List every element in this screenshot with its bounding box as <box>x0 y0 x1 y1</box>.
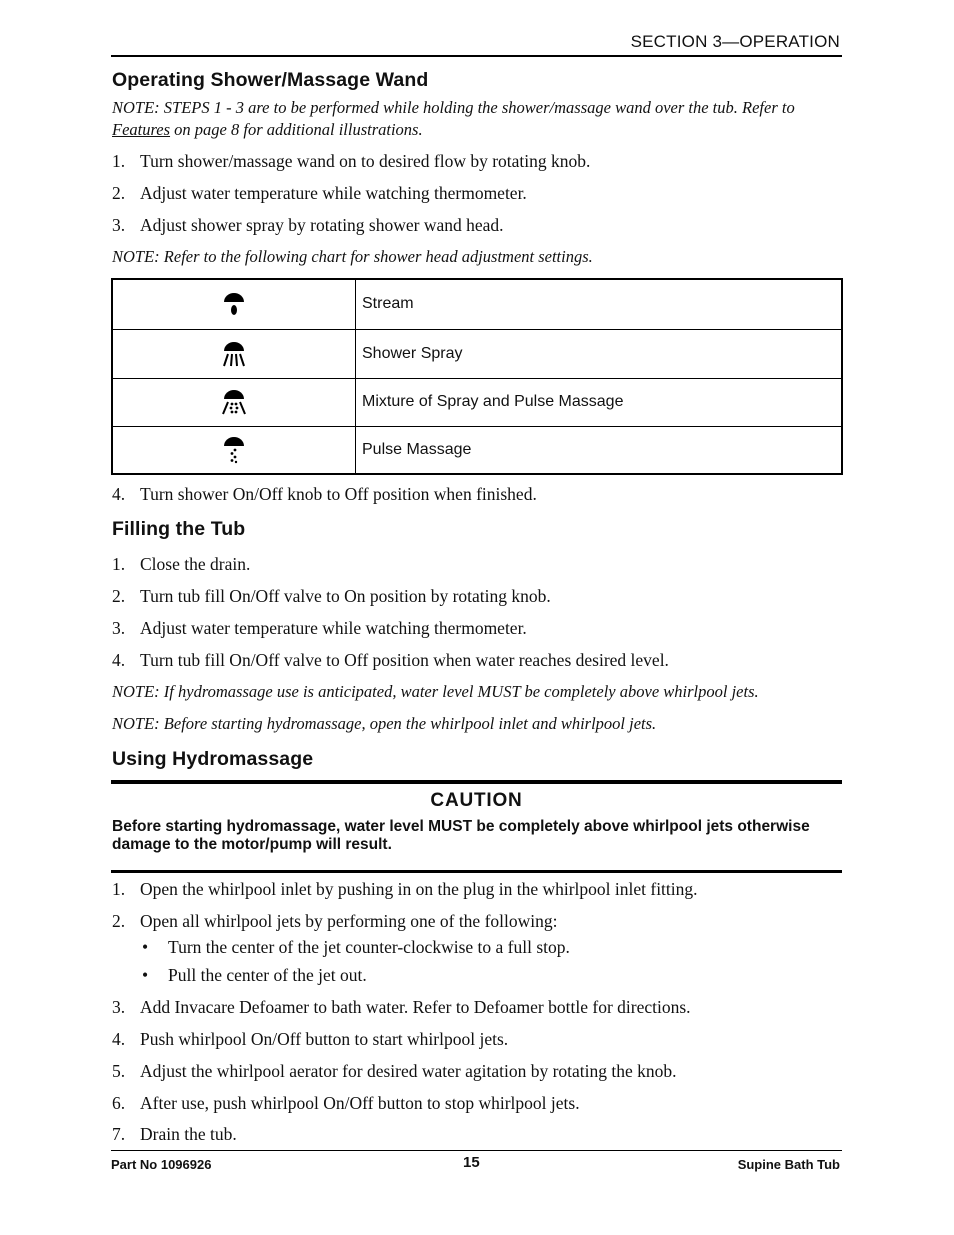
spray-pulse-mix-icon <box>219 387 249 417</box>
list-item: 1. Open the whirlpool inlet by pushing in on the plug in the whirlpool inlet fitting. <box>112 879 698 899</box>
caution-top-rule <box>111 780 842 784</box>
list-item: 4. Turn shower On/Off knob to Off position when finished. <box>112 484 537 504</box>
header-rule <box>111 55 842 57</box>
list-item: 1. Close the drain. <box>112 554 251 574</box>
list-item: 3. Add Invacare Defoamer to bath water. Refer to Defoamer bottle for directions. <box>112 997 691 1017</box>
section-title-hydromassage: Using Hydromassage <box>112 748 314 770</box>
note-shower-steps <box>112 97 847 141</box>
list-item: 3. Adjust shower spray by rotating shower wand head. <box>112 215 504 235</box>
table-cell: Mixture of Spray and Pulse Massage <box>356 378 843 426</box>
caution-text: Before starting hydromassage, water level MUST be completely above whirlpool jets otherwise damage to the motor/pump will result. <box>112 818 810 853</box>
shower-spray-icon <box>219 339 249 369</box>
table-row <box>112 279 842 329</box>
bullet-item: • Turn the center of the jet counter-clockwise to a full stop. <box>142 937 570 957</box>
list-item: 2. Turn tub fill On/Off valve to On position by rotating knob. <box>112 586 551 606</box>
table-row <box>112 378 842 426</box>
list-item: 2. Open all whirlpool jets by performing one of the following: <box>112 911 558 931</box>
table-row <box>112 426 842 474</box>
pulse-massage-icon <box>219 435 249 465</box>
list-item: 1. Turn shower/massage wand on to desired flow by rotating knob. <box>112 151 591 171</box>
note-water-level: NOTE: If hydromassage use is anticipated, water level MUST be completely above whirlpool jets. <box>112 682 759 701</box>
section-title-shower: Operating Shower/Massage Wand <box>112 69 429 91</box>
section-title-filling: Filling the Tub <box>112 518 246 540</box>
bullet-item: • Pull the center of the jet out. <box>142 965 367 985</box>
list-item: 5. Adjust the whirlpool aerator for desired water agitation by rotating the knob. <box>112 1061 677 1081</box>
list-item: 4. Turn tub fill On/Off valve to Off position when water reaches desired level. <box>112 650 669 670</box>
footer-part-number: Part No 1096926 <box>111 1157 212 1172</box>
table-row <box>112 329 842 378</box>
list-item: 7. Drain the tub. <box>112 1124 237 1144</box>
caution-bottom-rule <box>111 870 842 873</box>
table-cell: Stream <box>356 279 843 329</box>
shower-head-settings-table <box>111 278 843 475</box>
note-chart: NOTE: Refer to the following chart for shower head adjustment settings. <box>112 247 593 266</box>
note-text-end: on page 8 for additional illustrations. <box>174 120 423 139</box>
note-text: NOTE: STEPS 1 - 3 are to be performed while holding the shower/massage wand over the tub. Refer to <box>112 98 795 117</box>
stream-icon <box>219 289 249 319</box>
features-link[interactable]: Features <box>112 120 171 139</box>
list-item: 6. After use, push whirlpool On/Off button to stop whirlpool jets. <box>112 1093 580 1113</box>
list-item: 2. Adjust water temperature while watching thermometer. <box>112 183 527 203</box>
section-header: SECTION 3—OPERATION <box>630 32 840 51</box>
list-item: 3. Adjust water temperature while watching thermometer. <box>112 618 527 638</box>
table-cell: Shower Spray <box>356 329 843 378</box>
table-cell: Pulse Massage <box>356 426 843 474</box>
footer-product: Supine Bath Tub <box>737 1157 840 1172</box>
list-item: 4. Push whirlpool On/Off button to start whirlpool jets. <box>112 1029 509 1049</box>
note-open-jets: NOTE: Before starting hydromassage, open the whirlpool inlet and whirlpool jets. <box>112 714 657 733</box>
footer-page-number: 15 <box>463 1154 480 1171</box>
footer-rule <box>111 1150 842 1151</box>
caution-title: CAUTION <box>430 790 523 811</box>
